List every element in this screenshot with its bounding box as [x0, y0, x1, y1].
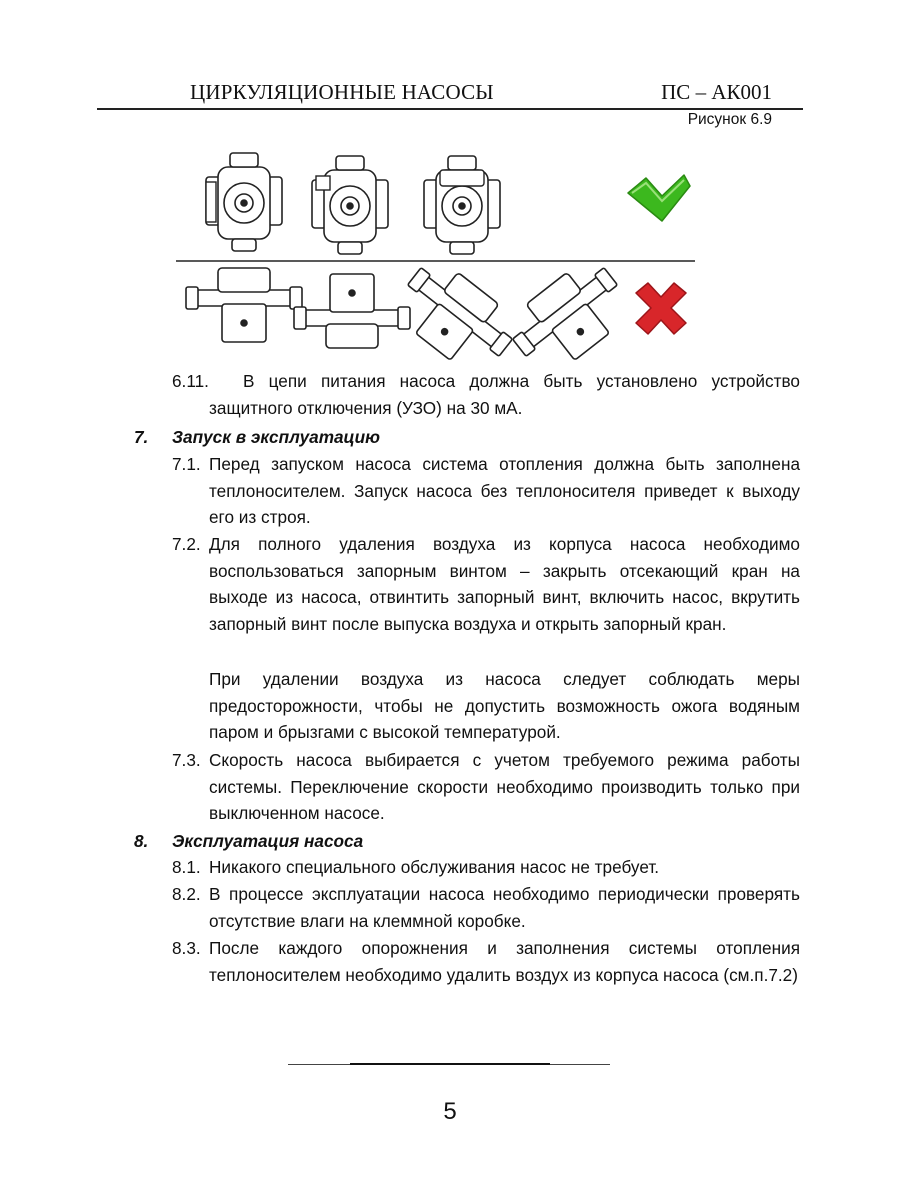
section-title: Эксплуатация насоса: [172, 831, 364, 851]
item-number: 7.3.: [172, 750, 201, 770]
pump-installation-figure: [0, 0, 900, 380]
item-extra-text: При удалении воздуха из насоса следует соблюдать меры предосторожности, чтобы не допустить возможность ожога водяным паром и брызгами с высокой температурой.: [209, 669, 800, 742]
check-icon: [628, 175, 690, 221]
item-number: 7.1.: [172, 454, 201, 474]
item-number: 8.2.: [172, 884, 201, 904]
document-code: ПС – АК001: [661, 80, 772, 104]
item-number: 7.2.: [172, 534, 201, 554]
pump-wrong-2: [294, 274, 410, 348]
cross-icon: [636, 283, 686, 334]
section-number: 8.: [134, 831, 149, 851]
item-text: После каждого опорожнения и заполнения системы отопления теплоносителем необходимо удалить воздух из корпуса насоса (см.п.7.2): [209, 938, 800, 985]
item-text: В цепи питания насоса должна быть установлено устройство защитного отключения (УЗО) на 30 мА.: [209, 371, 800, 418]
item-number: 8.1.: [172, 857, 201, 877]
item-number: 6.11.: [172, 371, 209, 391]
item-text: Скорость насоса выбирается с учетом требуемого режима работы системы. Переключение скорости необходимо производить только при выключенном насосе.: [209, 750, 800, 823]
item-number: 8.3.: [172, 938, 201, 958]
section-title: Запуск в эксплуатацию: [172, 427, 381, 447]
item-text: В процессе эксплуатации насоса необходимо периодически проверять отсутствие влаги на клеммной коробке.: [209, 884, 800, 931]
pump-wrong-1: [186, 268, 302, 342]
item-text: Никакого специального обслуживания насос не требует.: [209, 857, 660, 877]
pump-correct-2: [312, 156, 388, 254]
header-title: ЦИРКУЛЯЦИОННЫЕ НАСОСЫ: [190, 80, 494, 104]
figure-label: Рисунок 6.9: [687, 111, 772, 128]
page-number: 5: [443, 1098, 457, 1125]
section-number: 7.: [134, 427, 149, 447]
item-text: Для полного удаления воздуха из корпуса насоса необходимо воспользоваться запорным винтом – закрыть отсекающий кран на выходе из насоса, отвинтить запорный винт, включить насос, вкрутить запорный винт после выпуска воздуха и открыть запорный кран.: [209, 534, 800, 634]
pump-wrong-4: [501, 253, 638, 380]
item-text: Перед запуском насоса система отопления должна быть заполнена теплоносителем. Запуск насоса без теплоносителя приведет к выходу его из строя.: [209, 454, 800, 527]
footer-divider-accent: [350, 1063, 550, 1065]
pump-correct-1: [206, 153, 282, 251]
pump-correct-3: [424, 156, 500, 254]
pump-drawings: [0, 0, 900, 380]
